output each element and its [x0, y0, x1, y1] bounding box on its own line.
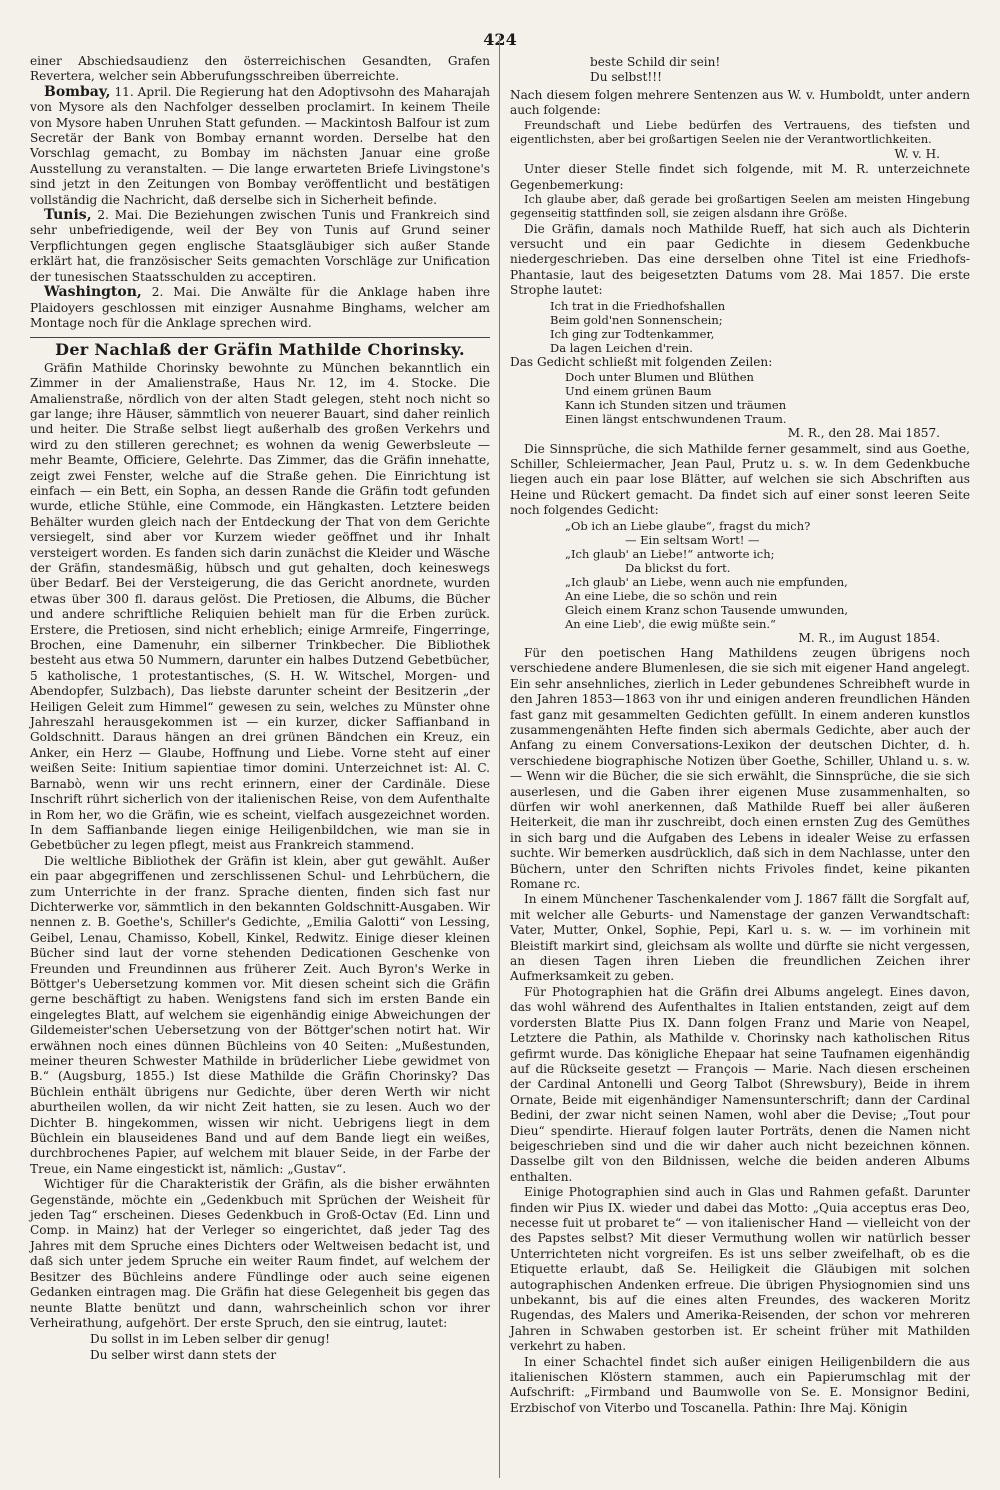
- article-paragraph: In einer Schachtel findet sich außer einigen Heiligenbildern die aus italienischen Klöstern stammen, auch ein Papierumschlag mit der Aufschrift: „Firmband und Baumwolle von Se. E. Monsignor Bedini, Erzbischof von Viterbo und Toscanella. Pathin: Ihre Maj. Königin: [510, 1354, 970, 1415]
- verse-block: [30, 1332, 490, 1363]
- tunis-report: [30, 208, 490, 285]
- dateline-washington: Washington,: [44, 284, 142, 301]
- article-paragraph: Die Sinnsprüche, die sich Mathilde ferner gesammelt, sind aus Goethe, Schiller, Schleiermacher, Jean Paul, Prutz u. s. w. In dem Gedenkbuche liegen auch ein paar lose Blätter, auf welchen sie sich Abschriften aus Heine und Rückert gemacht. Da findet sich auf einer sonst leeren Seite noch folgendes Gedicht:: [510, 441, 970, 518]
- poem-line: Beim gold'nen Sonnenschein;: [550, 312, 723, 327]
- bombay-report: [30, 85, 490, 208]
- dateline-tunis: Tunis,: [44, 207, 92, 224]
- poem-line: Ich ging zur Todtenkammer,: [550, 326, 715, 341]
- verse-line: beste Schild dir sein!: [590, 55, 721, 69]
- washington-text: 2. Mai. Die Anwälte für die Anklage haben ihre Plaidoyers geschlossen mit einziger Ausnahme Binghams, welcher am Montage noch für die Anklage sprechen wird.: [30, 285, 490, 330]
- counter-remark: Ich glaube aber, daß gerade bei großartigen Seelen am meisten Hingebung gegenseitig stattfinden soll, sie zeigen alsdann ihre Größe.: [510, 193, 970, 221]
- signature: W. v. H.: [894, 147, 940, 162]
- verse-line: Du selber wirst dann stets der: [90, 1347, 277, 1362]
- left-column: [30, 54, 490, 1365]
- article-paragraph: Das Gedicht schließt mit folgenden Zeilen:: [510, 354, 773, 369]
- poem-line: Gleich einem Kranz schon Tausende umwunden,: [565, 602, 849, 617]
- article-paragraph: Unter dieser Stelle findet sich folgende, mit M. R. unterzeichnete Gegenbemerkung:: [510, 162, 970, 192]
- article-paragraph: Einige Photographien sind auch in Glas und Rahmen gefaßt. Darunter finden wir Pius IX. wieder und dabei das Motto: „Quia acceptus eras Deo, necesse fuit ut probaret te“ — von italienischer Hand — vielleicht von der des Papstes selbst? Mit dieser Vermuthung wollen wir natürlich besser Unterrichteten nicht vorgreifen. Es ist uns selber zweifelhaft, ob es die Etiquette erlaubt, daß Se. Heiligkeit die Gläubigen mit solchen autographischen Andenken erfreue. Die übrigen Physiognomien sind uns unbekannt, bis auf die eines alten Freundes, des wackeren Moritz Rugendas, des Malers und Amerika-Reisenden, der schon vor mehreren Jahren in Schwaben gestorben ist. Er scheint früher mit Mathilden verkehrt zu haben.: [510, 1185, 970, 1354]
- bombay-text: 11. April. Die Regierung hat den Adoptivsohn des Maharajah von Mysore als den Nachfolger desselben proclamirt. In keinem Theile von Mysore haben Unruhen Statt gefunden. — Mackintosh Balfour ist zum Secretär der Bank von Bombay ernannt worden. Derselbe hat den Vorschlag gemacht, zu Bombay im nächsten Januar eine große Ausstellung zu veranstalten. — Die lange erwarteten Briefe Livingstone's sind jetzt in den Zeitungen von Bombay veröffentlicht und bestätigen vollständig die Nachricht, daß derselbe sich in Sicherheit befinde.: [30, 84, 490, 207]
- article-paragraph: Die Gräfin, damals noch Mathilde Rueff, hat sich auch als Dichterin versucht und ein paar Gedichte in diesem Gedenkbuche niedergeschrieben. Das eine derselben ohne Titel ist eine Friedhofs-Phantasie, laut des beigesetzten Datums vom 28. Mai 1857. Die erste Strophe lautet:: [510, 221, 970, 298]
- poem-line: „Ich glaub' an Liebe, wenn auch nie empfunden,: [565, 574, 848, 589]
- right-column: [510, 54, 970, 1416]
- article-paragraph: Nach diesem folgen mehrere Sentenzen aus W. v. Humboldt, unter andern auch folgende:: [510, 87, 970, 118]
- poem-line: Einen längst entschwundenen Traum.: [565, 412, 787, 427]
- signature: M. R., den 28. Mai 1857.: [787, 426, 940, 441]
- poem-line: Ich trat in die Friedhofshallen: [550, 298, 726, 313]
- poem-line: Und einem grünen Baum: [565, 384, 712, 399]
- dateline-bombay: Bombay,: [44, 83, 111, 100]
- tunis-text: 2. Mai. Die Beziehungen zwischen Tunis und Frankreich sind sehr unbefriedigende, weil der Bey von Tunis auf Grund seiner Verpflichtungen gegen englische Staatsgläubiger sich außer Stande erklärt hat, die französischer Seits gemachten Vorschläge zur Unification der tunesischen Staatsschulden zu acceptiren.: [30, 208, 490, 284]
- poem-line: Kann ich Stunden sitzen und träumen: [565, 398, 787, 413]
- poem-stanza: [510, 519, 970, 631]
- article-paragraph: Für Photographien hat die Gräfin drei Albums angelegt. Eines davon, das wohl während des Aufenthaltes in Italien entstanden, zeigt auf dem vordersten Blatte Pius IX. Dann folgen Franz und Marie von Neapel, Letztere die Pathin, als Mathilde v. Chorinsky nach katholischen Ritus gefirmt wurde. Das königliche Ehepaar hat seine Taufnamen eigenhändig auf die Rückseite gesetzt — François — Marie. Nach diesen erscheinen der Cardinal Antonelli und Georg Talbot (Shrewsbury), Beide in ihrem Ornate, Beide mit eigenhändiger Namensunterschrift; dann der Cardinal Bedini, der zwar nicht seinen Namen, wohl aber die Devise; „Tout pour Dieu“ spendirte. Hierauf folgen lauter Porträts, denen die Namen nicht beigeschrieben sind und die wir daher auch nicht bezeichnen können. Dasselbe gilt von den Bildnissen, welche die beiden anderen Albums enthalten.: [510, 984, 970, 1184]
- poem-line: Da blickst du fort.: [625, 560, 731, 575]
- poem-line: Doch unter Blumen und Blüthen: [565, 370, 754, 385]
- poem-line: „Ob ich an Liebe glaube“, fragst du mich?: [565, 518, 811, 533]
- washington-report: [30, 285, 490, 331]
- verse-line: Du selbst!!!: [590, 70, 662, 85]
- poem-line: An eine Lieb', die ewig müßte sein.“: [565, 616, 776, 631]
- poem-stanza: [510, 299, 970, 355]
- intro-paragraph: einer Abschiedsaudienz den österreichischen Gesandten, Grafen Revertera, welcher sein Abberufungsschreiben überreichte.: [30, 54, 490, 84]
- poem-line: An eine Liebe, die so schön und rein: [565, 588, 778, 603]
- page-number: 424: [483, 30, 517, 49]
- signature: M. R., im August 1854.: [798, 630, 940, 645]
- poem-stanza: [510, 370, 970, 426]
- article-paragraph: In einem Münchener Taschenkalender vom J. 1867 fällt die Sorgfalt auf, mit welcher alle Geburts- und Namenstage der ganzen Verwandtschaft: Vater, Mutter, Onkel, Sophie, Pepi, Karl u. s. w. — im vorhinein mit Bleistift markirt sind, gleichsam als wollte und dürfte sie nicht vergessen, an diesen Tagen ihren Lieben die freundlichen Zeichen ihrer Aufmerksamkeit zu geben.: [510, 892, 970, 984]
- article-headline: Der Nachlaß der Gräfin Mathilde Chorinsky.: [30, 337, 490, 357]
- verse-block: [510, 55, 970, 86]
- article-paragraph: Die weltliche Bibliothek der Gräfin ist klein, aber gut gewählt. Außer ein paar abgegriffenen und zerschlissenen Schul- und Lehrbüchern, die zum Unterrichte in der franz. Sprache dienten, finden sich fast nur Dichterwerke vor, sämmtlich in den bekannten Goldschnitt-Ausgaben. Wir nennen z. B. Goethe's, Schiller's Gedichte, „Emilia Galotti“ von Lessing, Geibel, Lenau, Chamisso, Kobell, Kinkel, Redwitz. Einige dieser kleinen Bücher sind laut der vorne stehenden Dedicationen Geschenke von Freunden und Freundinnen aus früherer Zeit. Auch Byron's Werke in Böttger's Uebersetzung kommen vor. Mit diesen scheint sich die Gräfin gerne beschäftigt zu haben. Wenigstens fand sich im ersten Bande ein eingelegtes Blatt, auf welchem sie eigenhändig einige Abweichungen der Gildemeister'schen Uebersetzung von der Böttger'schen notirt hat. Wir erwähnen noch eines dünnen Büchleins von 40 Seiten: „Mußestunden, meiner theuren Schwester Mathilde in brüderlicher Liebe gewidmet von B.“ (Augsburg, 1855.) Ist diese Mathilde die Gräfin Chorinsky? Das Büchlein enthält übrigens nur Gedichte, über deren Werth wir nicht aburtheilen wollen, da wir nicht Zeit hatten, sie zu lesen. Auch wo der Dichter B. hingekommen, wissen wir nicht. Uebrigens liegt in dem Büchlein ein blauseidenes Band und auf dem Bande liegt ein weißes, durchbrochenes Papier, auf welchem mit blauer Seide, in der Farbe der Treue, ein Name eingestickt ist, nämlich: „Gustav“.: [30, 853, 490, 1176]
- article-paragraph: Für den poetischen Hang Mathildens zeugen übrigens noch verschiedene andere Blumenlesen, die sie sich mit eigener Hand angelegt. Ein sehr ansehnliches, zierlich in Leder gebundenes Schreibheft wurde in den Jahren 1853—1863 von ihr und einigen anderen freundlichen Händen fast ganz mit gesammelten Gedichten gefüllt. In einem anderen kunstlos zusammengenähten Hefte finden sich abermals Gedichte, aber auch der Anfang zu einem Conversations-Lexikon der deutschen Dichter, d. h. verschiedene biographische Notizen über Goethe, Schiller, Uhland u. s. w. — Wenn wir die Bücher, die sie sich erwählt, die Sinnsprüche, die sie sich auserlesen, und die Gaben ihrer eigenen Muse zusammenhalten, so dürfen wir wohl anerkennen, daß Mathilde Rueff bei aller äußeren Heiterkeit, die man ihr zuschreibt, doch einen ernsten Zug des Gemüthes in sich barg und die Aufgaben des Lebens in idealer Weise zu erfassen suchte. Wir bemerken ausdrücklich, daß sich in dem Nachlasse, unter den Büchern, unter den Schriften nichts Frivoles findet, keine pikanten Romane rc.: [510, 645, 970, 892]
- poem-line: Da lagen Leichen d'rein.: [550, 340, 693, 355]
- article-paragraph: Gräfin Mathilde Chorinsky bewohnte zu München bekanntlich ein Zimmer in der Amalienstraße, Haus Nr. 12, im 4. Stocke. Die Amalienstraße, nördlich von der alten Stadt gelegen, steht noch nicht so gar lange; ihre Häuser, sämmtlich von neuerer Bauart, sind daher reinlich und heiter. Die Straße selbst liegt außerhalb des großen Verkehrs und wird zu den stilleren gerechnet; es wohnen da wenig Gewerbsleute — mehr Beamte, Officiere, Gelehrte. Das Zimmer, das die Gräfin innehatte, zeigt zwei Fenster, welche auf die Straße gehen. Die Einrichtung ist einfach — ein Bett, ein Sopha, an dessen Rande die Gräfin todt gefunden wurde, etliche Stühle, eine Commode, ein Hängkasten. Letztere beiden Behälter wurden gleich nach der Entdeckung der That von dem Gerichte versiegelt, sind aber vor Kurzem wieder geöffnet und ihr Inhalt versteigert worden. Es fanden sich darin zunächst die Kleider und Wäsche der Gräfin, standesmäßig, hübsch und gut gehalten, doch keineswegs über Bedarf. Bei der Versteigerung, die das Gericht anordnete, wurden etwas über 300 fl. daraus gelöst. Die Pretiosen, die Albums, die Bücher und andere schriftliche Reliquien behielt man für die Erben zurück. Erstere, die Pretiosen, sind nicht erheblich; einige Armreife, Fingerringe, Brochen, eine Damenuhr, ein silberner Trinkbecher. Die Bibliothek besteht aus etwa 50 Nummern, darunter ein halbes Dutzend Gebetbücher, 5 katholische, 1 protestantisches, (S. H. W. Witschel, Morgen- und Abendopfer, Sulzbach), Das liebste darunter scheint der Besitzerin „der Heiligen Geleit zum Himmel“ gewesen zu sein, welches zu Münster ohne Jahreszahl herausgekommen ist — ein kurzer, dicker Saffianband in Goldschnitt. Daraus hängen an drei grünen Bändchen ein Kreuz, ein Anker, ein Herz — Glaube, Hoffnung und Liebe. Vorne steht auf einer weißen Seite: Initium sapientiae timor domini. Unterzeichnet ist: Al. C. Barnabò, wenn wir uns recht erinnern, einer der Cardinäle. Diese Inschrift rührt sicherlich von der italienischen Reise, von dem Aufenthalte in Rom her, wo die Gräfin, wie es scheint, vielfach ausgezeichnet worden. In dem Saffianbande liegen einige Heiligenbildchen, wie man sie in Gebetbücher zu legen pflegt, meist aus Frankreich stammend.: [30, 360, 490, 853]
- column-divider: [499, 36, 500, 1478]
- verse-line: Du sollst in im Leben selber dir genug!: [90, 1332, 330, 1347]
- poem-line: — Ein seltsam Wort! —: [625, 532, 760, 547]
- quote-humboldt: Freundschaft und Liebe bedürfen des Vertrauens, des tiefsten und eigentlichsten, aber bei großartigen Seelen nie der Verantwortlichkeiten.: [510, 118, 970, 146]
- poem-line: „Ich glaub' an Liebe!“ antworte ich;: [565, 546, 775, 561]
- article-paragraph: Wichtiger für die Charakteristik der Gräfin, als die bisher erwähnten Gegenstände, möchte ein „Gedenkbuch mit Sprüchen der Weisheit für jeden Tag“ erscheinen. Dieses Gedenkbuch in Groß-Octav (Ed. Linn und Comp. in Mainz) hat der Verleger so eingerichtet, daß jeder Tag des Jahres mit dem Spruche eines Dichters oder Weltweisen bedacht ist, und daß sich unter jedem Spruche ein weiter Raum findet, auf welchem der Besitzer des Büchleins andere Fündlinge oder auch seine eigenen Gedanken eintragen mag. Die Gräfin hat diese Gelegenheit bis gegen das neunte Blatte benützt und dann, wahrscheinlich schon vor ihrer Verheirathung, aufgehört. Der erste Spruch, den sie eintrug, lautet:: [30, 1177, 490, 1330]
